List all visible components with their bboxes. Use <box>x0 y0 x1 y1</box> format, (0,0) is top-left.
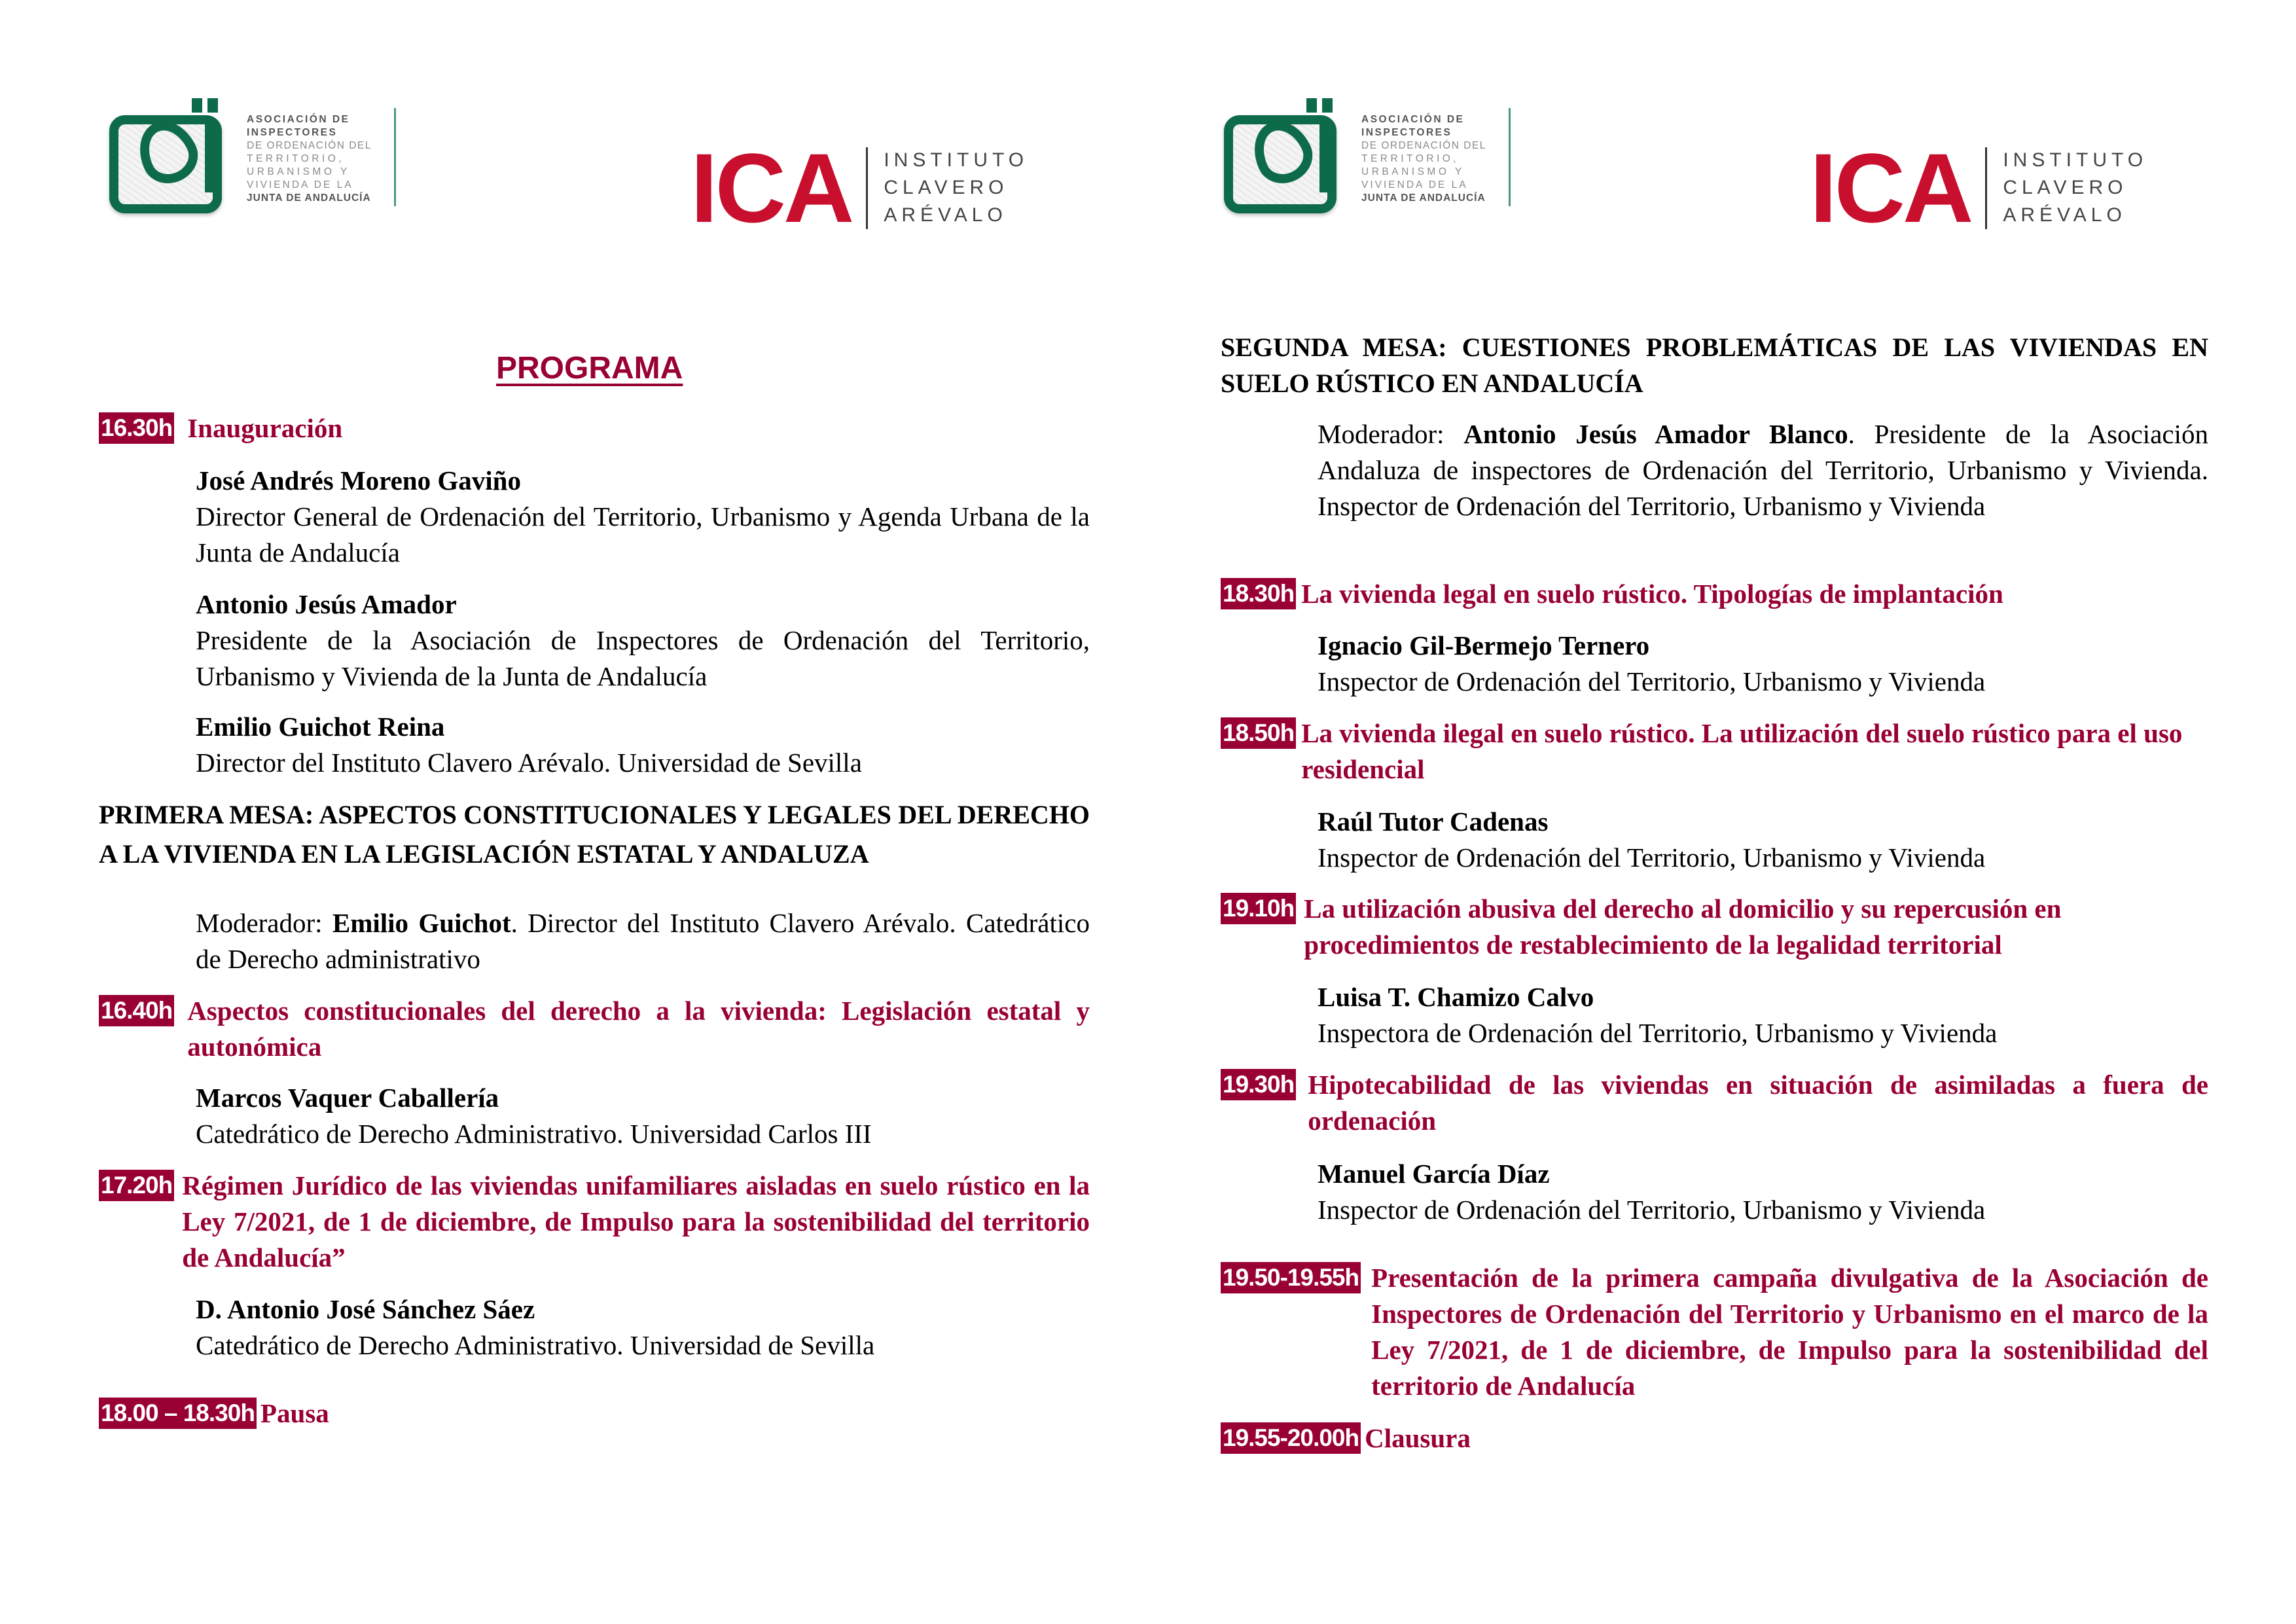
speaker-role: Inspectora de Ordenación del Territorio, Urbanismo y Vivienda <box>1318 1018 1998 1048</box>
ica-logo <box>691 133 1029 243</box>
speaker-role: Director del Instituto Clavero Arévalo. Universidad de Sevilla <box>196 748 862 778</box>
speaker-role: Inspector de Ordenación del Territorio, Urbanismo y Vivienda <box>1318 842 1986 873</box>
speaker-block <box>196 586 1090 695</box>
aij-logo-text: ASOCIACIÓN DE INSPECTORES DE ORDENACIÓN DEL TERRITORIO, URBANISMO Y VIVIENDA DE LA JUNTA DE ANDALUCÍA <box>1361 108 1511 206</box>
speaker-name: Marcos Vaquer Caballería <box>196 1083 499 1113</box>
aij-logo-mark-icon <box>1216 98 1347 216</box>
ica-logo-mark: ICA <box>691 133 852 243</box>
page-title: PROGRAMA <box>496 351 683 386</box>
speaker-name: D. Antonio José Sánchez Sáez <box>196 1294 535 1324</box>
ica-logo-text: INSTITUTO CLAVERO ARÉVALO <box>884 149 1029 226</box>
schedule-item <box>1221 715 2208 787</box>
session-title: La vivienda legal en suelo rústico. Tipologías de implantación <box>1301 579 2003 609</box>
speaker-block <box>1318 1156 2208 1228</box>
speaker-block <box>196 709 1090 781</box>
time-badge: 18.50h <box>1221 717 1296 749</box>
schedule-item <box>1221 576 2208 612</box>
speaker-block <box>196 1291 1090 1363</box>
moderator-name: Emilio Guichot <box>332 908 511 938</box>
speaker-block <box>1318 979 2208 1051</box>
session-title: Inauguración <box>187 413 343 443</box>
ica-logo-divider <box>1985 147 1987 229</box>
speaker-role: Inspector de Ordenación del Territorio, Urbanismo y Vivienda <box>1318 666 1986 696</box>
time-badge: 19.30h <box>1221 1069 1296 1100</box>
session-title: Régimen Jurídico de las viviendas unifamiliares aisladas en suelo rústico en la Ley 7/2021, de 1 de diciembre, de Impulso para la sostenibilidad del territorio de Andalucía” <box>182 1170 1090 1272</box>
schedule-item-clausura <box>1221 1420 1471 1456</box>
time-badge: 16.30h <box>99 412 174 444</box>
speaker-name: Raúl Tutor Cadenas <box>1318 806 1549 837</box>
time-badge: 18.30h <box>1221 578 1296 609</box>
schedule-item <box>1221 1067 2208 1139</box>
schedule-item-inauguracion <box>99 410 1090 446</box>
moderator-label: Moderador: <box>196 908 332 938</box>
time-badge: 18.00 – 18.30h <box>99 1398 257 1429</box>
time-badge: 19.10h <box>1221 893 1296 924</box>
moderator-label: Moderador: <box>1318 419 1464 449</box>
time-badge: 19.50-19.55h <box>1221 1262 1361 1293</box>
speaker-name: Luisa T. Chamizo Calvo <box>1318 982 1594 1012</box>
panel-heading: SEGUNDA MESA: CUESTIONES PROBLEMÁTICAS DE LAS VIVIENDAS EN SUELO RÚSTICO EN ANDALUCÍA <box>1221 333 2208 398</box>
ica-logo-mark: ICA <box>1810 133 1971 243</box>
moderator-name: Antonio Jesús Amador Blanco <box>1463 419 1848 449</box>
aij-logo <box>1216 98 1511 216</box>
time-badge: 19.55-20.00h <box>1221 1422 1361 1454</box>
session-title: Pausa <box>260 1398 329 1428</box>
session-title: La vivienda ilegal en suelo rústico. La utilización del suelo rústico para el uso residencial <box>1301 718 2183 784</box>
session-title: Aspectos constitucionales del derecho a la vivienda: Legislación estatal y autonómica <box>187 996 1090 1062</box>
panel-heading: PRIMERA MESA: ASPECTOS CONSTITUCIONALES Y LEGALES DEL DERECHO A LA VIVIENDA EN LA LEGISLACIÓN ESTATAL Y ANDALUZA <box>99 800 1090 869</box>
schedule-item <box>99 1168 1090 1276</box>
speaker-name: Ignacio Gil-Bermejo Ternero <box>1318 630 1650 660</box>
ica-logo <box>1810 133 2148 243</box>
schedule-item-presentacion <box>1221 1260 2208 1404</box>
schedule-item <box>1221 891 2208 963</box>
speaker-name: José Andrés Moreno Gaviño <box>196 465 521 496</box>
moderator-block <box>1318 416 2208 524</box>
time-badge: 17.20h <box>99 1170 174 1201</box>
speaker-role: Catedrático de Derecho Administrativo. Universidad Carlos III <box>196 1119 872 1149</box>
moderator-role: . Presidente de la Asociación Andaluza de inspectores de Ordenación del Territorio, Urbanismo y Vivienda. Inspector de Ordenación del Territorio, Urbanismo y Vivienda <box>1318 419 2208 521</box>
speaker-role: Presidente de la Asociación de Inspectores de Ordenación del Territorio, Urbanismo y Vivienda de la Junta de Andalucía <box>196 625 1090 691</box>
schedule-item-pausa <box>99 1396 329 1432</box>
speaker-role: Inspector de Ordenación del Territorio, Urbanismo y Vivienda <box>1318 1195 1986 1225</box>
ica-logo-divider <box>866 147 868 229</box>
speaker-block <box>196 1080 1090 1152</box>
session-title: Clausura <box>1365 1423 1471 1453</box>
schedule-item <box>99 993 1090 1065</box>
speaker-role: Catedrático de Derecho Administrativo. Universidad de Sevilla <box>196 1330 875 1360</box>
speaker-block <box>196 463 1090 571</box>
speaker-block <box>1318 804 2208 876</box>
speaker-role: Director General de Ordenación del Territorio, Urbanismo y Agenda Urbana de la Junta de Andalucía <box>196 501 1090 568</box>
session-title: Hipotecabilidad de las viviendas en situación de asimiladas a fuera de ordenación <box>1308 1070 2208 1136</box>
session-title: Presentación de la primera campaña divulgativa de la Asociación de Inspectores de Ordenación del Territorio y Urbanismo en el marco de la Ley 7/2021, de 1 de diciembre, de Impulso para la sostenibilidad del territorio de Andalucía <box>1371 1263 2208 1401</box>
speaker-block <box>1318 628 2208 700</box>
moderator-role: . Director del Instituto Clavero Arévalo. Catedrático de Derecho administrativo <box>196 908 1090 974</box>
aij-logo-text: ASOCIACIÓN DE INSPECTORES DE ORDENACIÓN DEL TERRITORIO, URBANISMO Y VIVIENDA DE LA JUNTA DE ANDALUCÍA <box>247 108 396 206</box>
ica-logo-text: INSTITUTO CLAVERO ARÉVALO <box>2003 149 2148 226</box>
time-badge: 16.40h <box>99 995 174 1026</box>
aij-logo <box>101 98 396 216</box>
speaker-name: Emilio Guichot Reina <box>196 712 445 742</box>
aij-logo-mark-icon <box>101 98 232 216</box>
speaker-name: Antonio Jesús Amador <box>196 589 457 619</box>
moderator-block <box>196 905 1090 977</box>
session-title: La utilización abusiva del derecho al domicilio y su repercusión en procedimientos de restablecimiento de la legalidad territorial <box>1304 893 2062 960</box>
speaker-name: Manuel García Díaz <box>1318 1159 1550 1189</box>
